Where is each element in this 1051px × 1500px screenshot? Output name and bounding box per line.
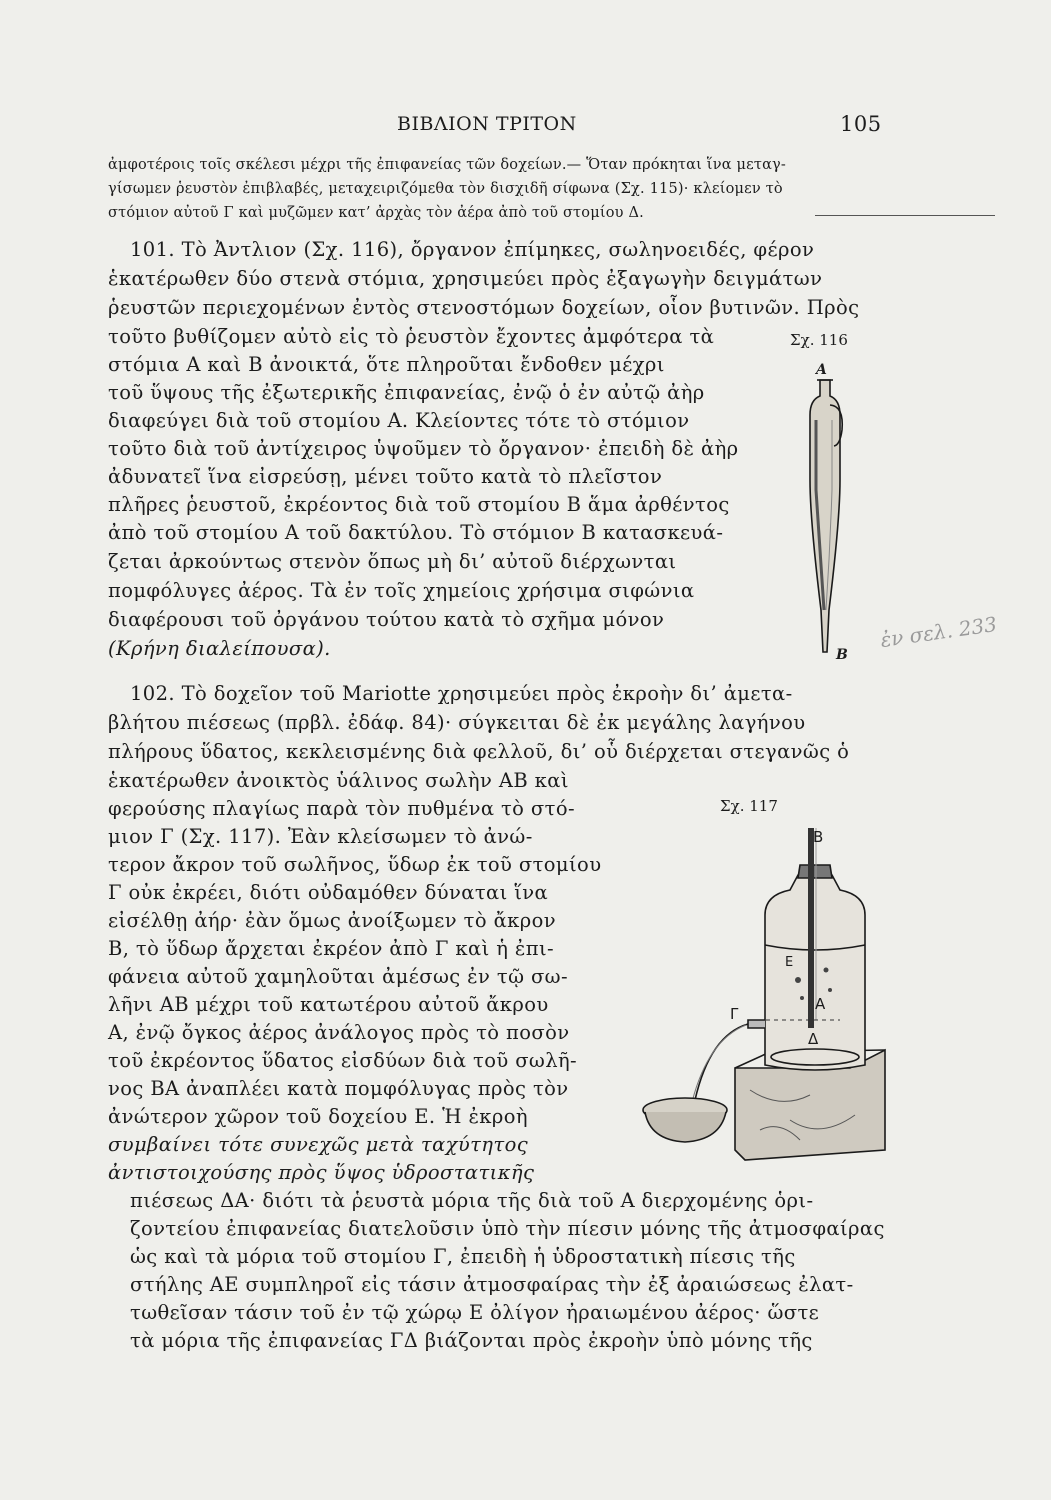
text-line: ἑκατέρωθεν δύο στενὰ στόμια, χρησιμεύει πρὸς ἐξαγωγὴν δειγμάτων (108, 267, 823, 290)
text-line: ζοντείου ἐπιφανείας διατελοῦσιν ὑπὸ τὴν πίεσιν μόνης τῆς ἀτμοσφαίρας (130, 1217, 885, 1240)
text-line: τοῦ ὕψους τῆς ἐξωτερικῆς ἐπιφανείας, ἐνῷ ὁ ἐν αὐτῷ ἀὴρ (108, 381, 705, 404)
text-line: Γ οὐκ ἐκρέει, διότι οὐδαμόθεν δύναται ἵνα (108, 881, 549, 904)
figure-117-label-e: E (785, 955, 794, 970)
text-line: 102. Τὸ δοχεῖον τοῦ Mariotte χρησιμεύει πρὸς ἐκροὴν δι’ ἀμετα- (130, 682, 793, 705)
text-line: στήλης ΑΕ συμπληροῖ εἰς τάσιν ἀτμοσφαίρας τὴν ἐξ ἀραιώσεως ἐλατ- (130, 1273, 854, 1296)
text-line: λῆνι ΑΒ μέχρι τοῦ κατωτέρου αὐτοῦ ἄκρου (108, 993, 549, 1016)
text-line: ἑκατέρωθεν ἀνοικτὸς ὑάλινος σωλὴν ΑΒ καὶ (108, 769, 569, 792)
text-line: φερούσης πλαγίως παρὰ τὸν πυθμένα τὸ στό- (108, 797, 575, 820)
text-line: ἀπὸ τοῦ στομίου Α τοῦ δακτύλου. Τὸ στόμιον Β κατασκευά- (108, 521, 724, 544)
text-line: βλήτου πιέσεως (πρβλ. ἐδάφ. 84)· σύγκειται δὲ ἐκ μεγάλης λαγήνου (108, 711, 806, 734)
text-line: ἀντιστοιχούσης πρὸς ὕψος ὑδροστατικῆς (108, 1161, 535, 1184)
text-line: (Κρήνη διαλείπουσα). (108, 637, 331, 660)
text-line: στόμιον αὐτοῦ Γ καὶ μυζῶμεν κατ’ ἀρχὰς τὸν ἀέρα ἀπὸ τοῦ στομίου Δ. (108, 205, 644, 221)
figure-116-label-a: A (816, 362, 827, 378)
text-line: διαφεύγει διὰ τοῦ στομίου Α. Κλείοντες τότε τὸ στόμιον (108, 409, 690, 432)
text-line: Β, τὸ ὕδωρ ἄρχεται ἐκρέον ἀπὸ Γ καὶ ἡ ἐπι- (108, 937, 555, 960)
text-line: Α, ἐνῷ ὄγκος ἀέρος ἀνάλογος πρὸς τὸ ποσὸν (108, 1021, 570, 1044)
text-line: νος ΒΑ ἀναπλέει κατὰ πομφόλυγας πρὸς τὸν (108, 1077, 569, 1100)
page-number: 105 (840, 112, 882, 136)
figure-116-caption: Σχ. 116 (790, 331, 848, 349)
text-line: ὡς καὶ τὰ μόρια τοῦ στομίου Γ, ἐπειδὴ ἡ ὑδροστατικὴ πίεσις τῆς (130, 1245, 796, 1268)
text-line: μιον Γ (Σχ. 117). Ἐὰν κλείσωμεν τὸ ἀνώ- (108, 825, 533, 848)
text-line: τὰ μόρια τῆς ἐπιφανείας ΓΔ βιάζονται πρὸς ἐκροὴν ὑπὸ μόνης τῆς (130, 1329, 813, 1352)
text-line: ἀμφοτέροις τοῖς σκέλεσι μέχρι τῆς ἐπιφανείας τῶν δοχείων.— Ὅταν πρόκηται ἵνα μεταγ- (108, 157, 787, 173)
figure-117-label-g: Γ (730, 1005, 739, 1023)
text-line: τερον ἄκρον τοῦ σωλῆνος, ὕδωρ ἐκ τοῦ στομίου (108, 853, 602, 876)
text-line: πλῆρες ῥευστοῦ, ἐκρέοντος διὰ τοῦ στομίου Β ἅμα ἀρθέντος (108, 493, 730, 516)
text-line: ῥευστῶν περιεχομένων ἐντὸς στενοστόμων δοχείων, οἷον βυτινῶν. Πρὸς (108, 296, 860, 319)
text-line: στόμια Α καὶ Β ἀνοικτά, ὅτε πληροῦται ἔνδοθεν μέχρι (108, 353, 665, 376)
text-line: ἀδυνατεῖ ἵνα εἰσρεύσῃ, μένει τοῦτο κατὰ τὸ πλεῖστον (108, 465, 663, 488)
text-line: τοῦ ἐκρέοντος ὕδατος εἰσδύων διὰ τοῦ σωλῆ- (108, 1049, 578, 1072)
text-line: ἀνώτερον χῶρον τοῦ δοχείου Ε. Ἡ ἐκροὴ (108, 1105, 528, 1128)
text-line: πομφόλυγες ἀέρος. Τὰ ἐν τοῖς χημείοις χρήσιμα σιφώνια (108, 579, 695, 602)
text-line: συμβαίνει τότε συνεχῶς μετὰ ταχύτητος (108, 1133, 529, 1156)
text-line: ζεται ἀρκούντως στενὸν ὅπως μὴ δι’ αὐτοῦ διέρχωνται (108, 550, 677, 573)
text-line: τοῦτο βυθίζομεν αὐτὸ εἰς τὸ ῥευστὸν ἔχοντες ἀμφότερα τὰ (108, 325, 715, 348)
margin-handwritten-note: ἐν σελ. 233 (878, 611, 999, 653)
separator-rule (815, 215, 995, 216)
text-line: πιέσεως ΔΑ· διότι τὰ ῥευστὰ μόρια τῆς διὰ τοῦ Α διερχομένης ὁρι- (130, 1189, 814, 1212)
text-line: τοῦτο διὰ τοῦ ἀντίχειρος ὑψοῦμεν τὸ ὄργανον· ἐπειδὴ δὲ ἀὴρ (108, 437, 739, 460)
text-line: τωθεῖσαν τάσιν τοῦ ἐν τῷ χώρῳ Ε ὀλίγον ἠραιωμένου ἀέρος· ὥστε (130, 1301, 820, 1324)
figure-117-mariotte-bottle (640, 820, 900, 1170)
text-line: 101. Τὸ Ἀντλιον (Σχ. 116), ὄργανον ἐπίμηκες, σωληνοειδές, φέρον (130, 238, 815, 261)
text-line: φάνεια αὐτοῦ χαμηλοῦται ἀμέσως ἐν τῷ σω- (108, 965, 568, 988)
figure-117-caption: Σχ. 117 (720, 797, 778, 815)
text-line: εἰσέλθῃ ἀήρ· ἐὰν ὅμως ἀνοίξωμεν τὸ ἄκρον (108, 909, 556, 932)
text-line: γίσωμεν ῥευστὸν ἐπιβλαβές, μεταχειριζόμεθα τὸν δισχιδῆ σίφωνα (Σχ. 115)· κλείομεν τὸ (108, 181, 783, 197)
figure-117-label-b: B (813, 828, 824, 846)
figure-116-label-b: B (836, 647, 848, 663)
figure-117-label-a: A (815, 995, 826, 1013)
running-title: ΒΙΒΛΙΟΝ ΤΡΙΤΟΝ (397, 113, 577, 135)
figure-116-pipette (790, 360, 860, 670)
figure-117-label-d: Δ (808, 1030, 819, 1048)
text-line: πλήρους ὕδατος, κεκλεισμένης διὰ φελλοῦ, δι’ οὗ διέρχεται στεγανῶς ὁ (108, 740, 850, 763)
text-line: διαφέρουσι τοῦ ὀργάνου τούτου κατὰ τὸ σχῆμα μόνον (108, 608, 665, 631)
